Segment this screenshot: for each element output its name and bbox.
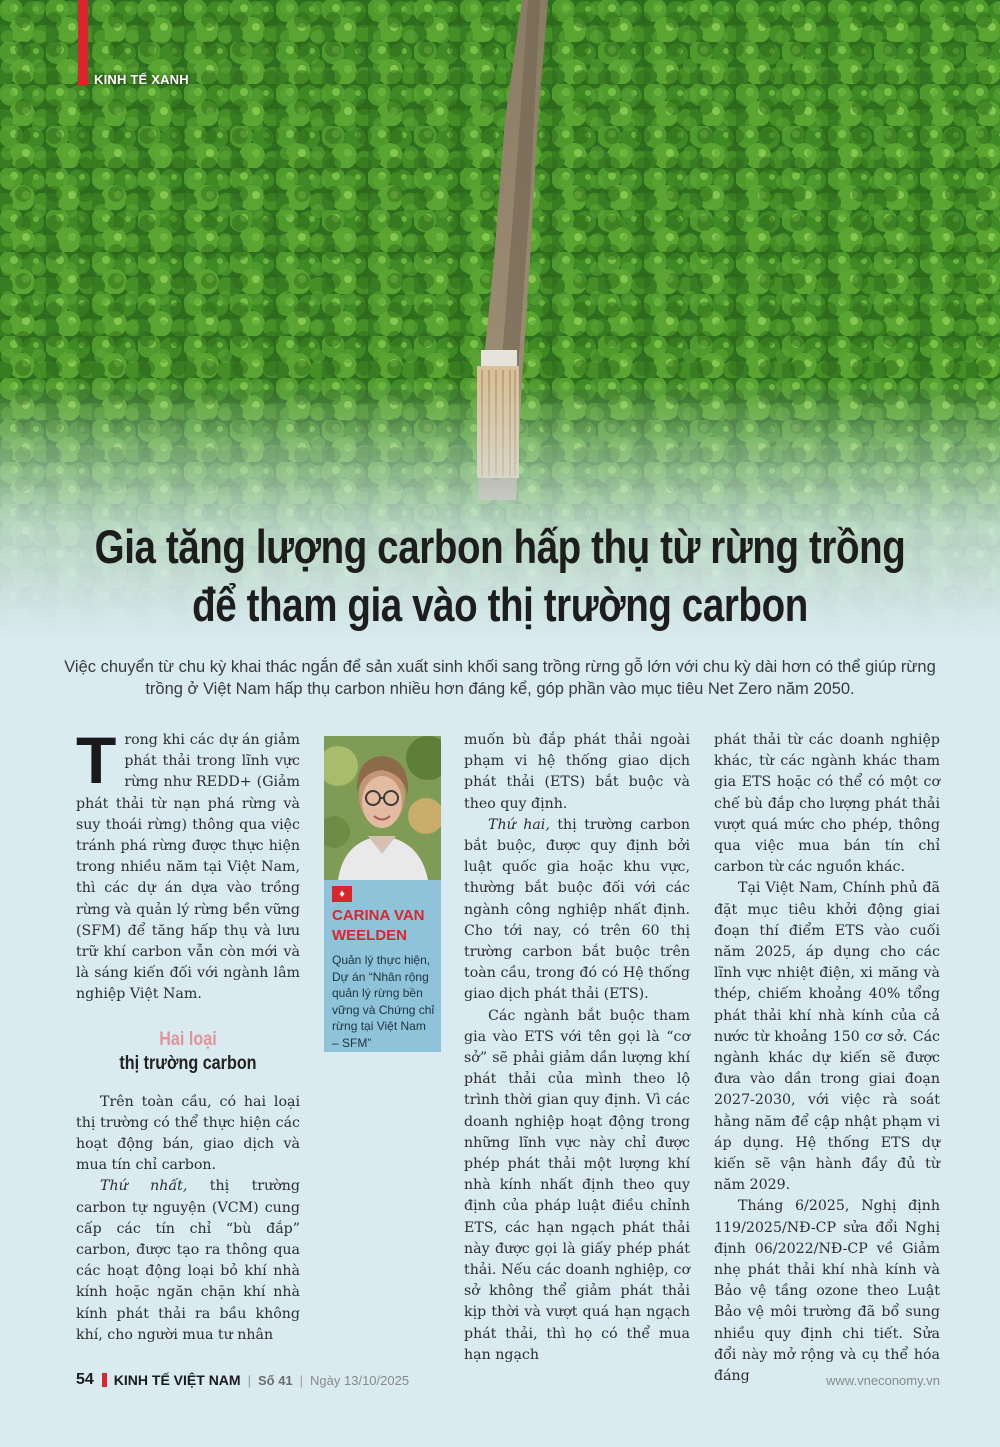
paragraph-text: thị trường carbon tự nguyện (VCM) cung cấp các tín chỉ “bù đắp” carbon, được tạo ra thông qua các hoạt động loại bỏ khí nhà kính hoặc ngăn chặn khí nhà kính phát thải ra bầu không khí, cho người mua tư nhân <box>76 1178 300 1343</box>
headline-line-2: để tham gia vào thị trường carbon <box>192 578 808 631</box>
subheading-line-2: thị trường carbon <box>119 1052 257 1074</box>
headline <box>90 518 910 634</box>
website-link[interactable]: www.vneconomy.vn <box>826 1372 940 1388</box>
emphasis: Thứ nhất, <box>100 1178 188 1195</box>
paragraph: Tháng 6/2025, Nghị định 119/2025/NĐ-CP sửa đổi Nghị định 06/2022/NĐ-CP về Giảm nhẹ phát thải khí nhà kính và Bảo vệ tầng ozone theo Luật Bảo vệ môi trường đã bổ sung nhiều quy định chi tiết. Sửa đổi này mở rộng và cụ thể hóa đáng <box>714 1198 940 1385</box>
paragraph: Trên toàn cầu, có hai loại thị trường có thể thực hiện các hoạt động bán, giao dịch và mua tín chỉ carbon. <box>76 1093 300 1174</box>
author-role: Quản lý thực hiện, Dự án “Nhân rộng quản lý rừng bền vững và Chứng chỉ rừng tại Việt Nam – SFM” <box>332 953 435 1050</box>
issue-number: Số 41 <box>257 1372 293 1388</box>
column-4 <box>714 730 940 1387</box>
section-label: KINH TẾ XANH <box>94 72 189 87</box>
paragraph <box>76 723 300 1006</box>
column-1 <box>76 723 300 1346</box>
headline-line-1: Gia tăng lượng carbon hấp thụ từ rừng trồng <box>94 520 906 573</box>
paragraph: Các ngành bắt buộc tham gia vào ETS với tên gọi là “cơ sở” sẽ phải giảm dần lượng khí phát thải của mình theo lộ trình thời gian quy định. Vì các doanh nghiệp hoạt động trong những lĩnh vực này chỉ được phép phát thải một lượng khí nhà kính nhất định theo quy định của pháp luật điều chỉnh ETS, các hạn ngạch phát thải này được gọi là giấy phép phát thải. Nếu các doanh nghiệp, cơ sở không thể giảm phát thải kịp thời và vượt quá hạn ngạch phát thải, thì họ có thể mua hạn ngạch <box>464 1007 690 1363</box>
lede: Việc chuyển từ chu kỳ khai thác ngắn để sản xuất sinh khối sang trồng rừng gỗ lớn với chu kỳ dài hơn có thể giúp rừng trồng ở Việt Nam hấp thụ carbon nhiều hơn đáng kể, góp phần vào mục tiêu Net Zero năm 2050. <box>64 658 936 698</box>
publication-name: KINH TẾ VIỆT NAM <box>113 1372 241 1388</box>
page-footer <box>76 1370 940 1390</box>
paragraph: muốn bù đắp phát thải ngoài phạm vi hệ thống giao dịch phát thải (ETS) bắt buộc và theo quy định. <box>464 732 690 812</box>
author-box <box>324 736 441 1052</box>
footer-separator: | <box>247 1372 251 1388</box>
page-number: 54 <box>76 1371 94 1388</box>
column-3 <box>464 730 690 1366</box>
truck-cab <box>481 350 517 368</box>
footer-accent-bar <box>102 1373 107 1387</box>
issue-date: Ngày 13/10/2025 <box>310 1372 410 1388</box>
footer-separator: | <box>299 1372 304 1388</box>
paragraph: phát thải từ các doanh nghiệp khác, từ các ngành khác tham gia ETS hoặc có thể có một cơ chế bù đắp cho lượng phát thải vượt quá mức cho phép, thông qua việc mua bán tín chỉ carbon từ các nguồn khác. <box>714 732 940 876</box>
paragraph: Tại Việt Nam, Chính phủ đã đặt mục tiêu khởi động giai đoạn thí điểm ETS vào cuối năm 2025, áp dụng cho các lĩnh vực nhiệt điện, xi măng và thép, chiếm khoảng 40% tổng phát thải khí nhà kính của cả nước từ khoảng 150 cơ sở. Các ngành khác dự kiến sẽ được đưa vào dần trong giai đoạn 2027-2030, với việc rà soát hằng năm để cập nhật phạm vi áp dụng. Hệ thống ETS dự kiến sẽ vận hành đầy đủ từ năm 2029. <box>714 880 940 1194</box>
drop-cap: T <box>76 723 117 797</box>
paragraph-text: rong khi các dự án giảm phát thải trong lĩnh vực rừng như REDD+ (Giảm phát thải từ nạn phá rừng và suy thoái rừng) thông qua việc tránh phá rừng được thực hiện trong nhiều năm tại Việt Nam, thì các dự án dựa vào trồng rừng và quản lý rừng bền vững (SFM) để tăng hấp thụ và lưu trữ khí carbon vẫn còn mới và là sáng kiến đối với ngành lâm nghiệp Việt Nam. <box>76 732 300 1003</box>
subheading-line-1: Hai loại <box>159 1028 217 1050</box>
paragraph <box>464 815 690 1006</box>
section-accent-bar <box>78 0 88 86</box>
quote-mic-icon: ♦ <box>332 886 352 902</box>
author-name: CARINA VAN WEELDEN <box>332 907 425 944</box>
emphasis: Thứ hai, <box>488 816 550 833</box>
subheading <box>76 1028 300 1076</box>
section-tag <box>78 0 189 87</box>
paragraph <box>76 1176 300 1346</box>
author-photo <box>324 736 441 880</box>
paragraph-text: thị trường carbon bắt buộc, được quy định bởi luật quốc gia hoặc khu vực, thường bắt buộc đối với các ngành công nghiệp nhất định. Cho tới nay, có trên 60 thị trường carbon bắt buộc trên toàn cầu, trong đó có Hệ thống giao dịch phát thải (ETS). <box>464 816 690 1003</box>
